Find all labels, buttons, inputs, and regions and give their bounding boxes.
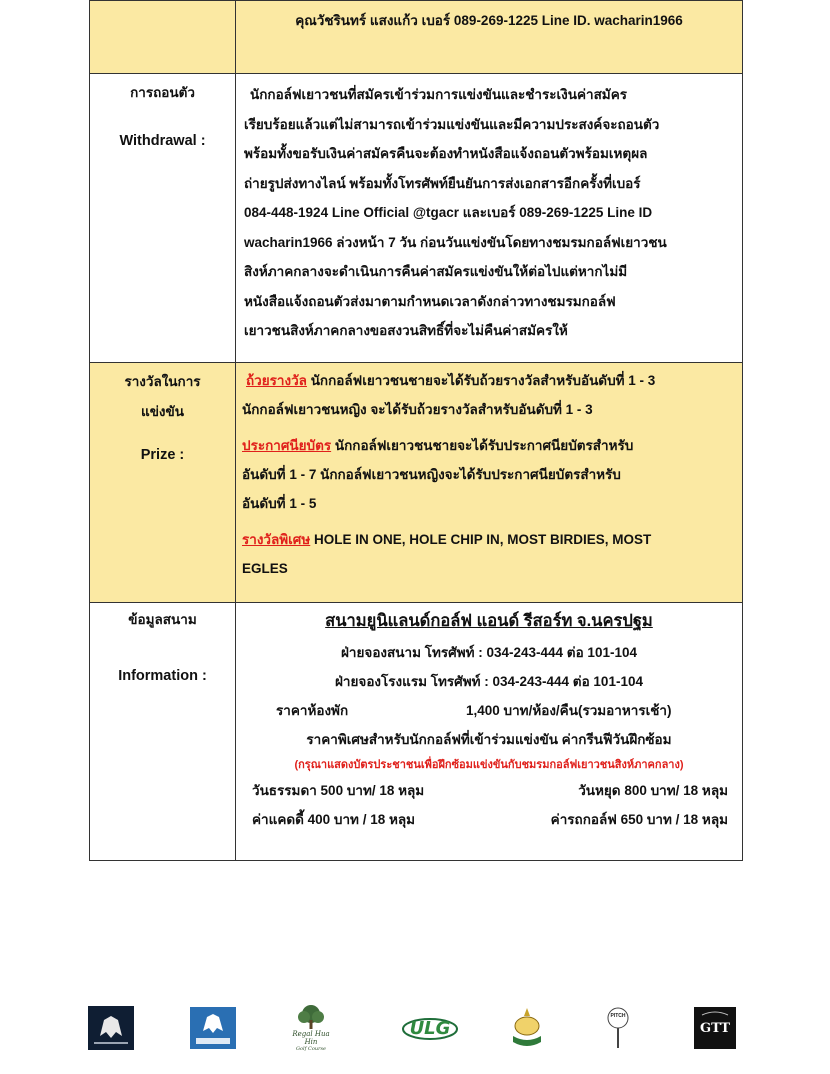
contact-row bbox=[90, 1, 743, 74]
certificate-line-2: อันดับที่ 1 - 7 นักกอล์ฟเยาวชนหญิงจะได้รับประกาศนียบัตรสำหรับ bbox=[242, 467, 621, 482]
withdrawal-line: เรียบร้อยแล้วแต่ไม่สามารถเข้าร่วมแข่งขันและมีความประสงค์จะถอนตัว bbox=[244, 116, 660, 132]
information-label-cell bbox=[90, 603, 236, 861]
withdrawal-label-cell bbox=[90, 74, 236, 363]
withdrawal-line: หนังสือแจ้งถอนตัวส่งมาตามกำหนดเวลาดังกล่าวทางชมรมกอล์ฟ bbox=[244, 293, 616, 309]
special-price-text: ราคาพิเศษสำหรับนักกอล์ฟที่เข้าร่วมแข่งขัน ค่ากรีนฟีวันฝึกซ้อม bbox=[306, 732, 672, 747]
contact-text: คุณวัชรินทร์ แสงแก้ว เบอร์ 089-269-1225 Line ID. wacharin1966 bbox=[236, 1, 743, 74]
singha-water-icon bbox=[190, 1007, 236, 1049]
green-fee-row bbox=[248, 776, 730, 805]
room-price-value: 1,400 บาท/ห้อง/คืน(รวมอาหารเช้า) bbox=[466, 703, 672, 718]
prize-text bbox=[236, 363, 743, 603]
ulg-text: ULG bbox=[409, 1017, 451, 1039]
special-prize-block bbox=[242, 525, 734, 583]
withdrawal-label-th: การถอนตัว bbox=[130, 85, 195, 100]
certificate-block bbox=[242, 431, 734, 518]
room-price-label: ราคาห้องพัก bbox=[276, 703, 349, 718]
hotel-booking-phone: ฝ่ายจองโรงแรม โทรศัพท์ : 034-243-444 ต่อ 101-104 bbox=[335, 674, 643, 689]
holiday-fee: วันหยุด 800 บาท/ 18 หลุม bbox=[578, 783, 728, 798]
id-card-note: (กรุณาแสดงบัตรประชาชนเพื่อฝึกซ้อมแข่งขันกับชมรมกอล์ฟเยาวชนสิงห์ภาคกลาง) bbox=[294, 759, 684, 771]
certificate-line-1: นักกอล์ฟเยาวชนชายจะได้รับประกาศนียบัตรสำหรับ bbox=[331, 438, 634, 453]
prize-row bbox=[90, 363, 743, 603]
information-label-th: ข้อมูลสนาม bbox=[128, 612, 197, 627]
withdrawal-line: เยาวชนสิงห์ภาคกลางขอสงวนสิทธิ์ที่จะไม่คืนค่าสมัครให้ bbox=[244, 323, 568, 338]
withdrawal-line: พร้อมทั้งขอรับเงินค่าสมัครคืนจะต้องทำหนังสือแจ้งถอนตัวพร้อมเหตุผล bbox=[244, 146, 648, 161]
gtt-logo bbox=[693, 1004, 737, 1052]
info-table bbox=[89, 0, 743, 861]
certificate-heading: ประกาศนียบัตร bbox=[242, 438, 332, 453]
information-row bbox=[90, 603, 743, 861]
course-booking-phone: ฝ่ายจองสนาม โทรศัพท์ : 034-243-444 ต่อ 101-104 bbox=[341, 645, 637, 660]
withdrawal-text bbox=[236, 74, 743, 363]
prize-label-th-2: แข่งขัน bbox=[141, 404, 184, 419]
withdrawal-line: สิงห์ภาคกลางจะดำเนินการคืนค่าสมัครแข่งขันให้ต่อไปแต่หากไม่มี bbox=[244, 264, 628, 279]
regal-text-1: Regal Hua Hin bbox=[292, 1030, 330, 1046]
sponsor-logos bbox=[85, 1004, 745, 1056]
singha-lion-icon bbox=[88, 1006, 134, 1050]
caddie-fee: ค่าแคดดี้ 400 บาท / 18 หลุม bbox=[252, 812, 416, 827]
regal-hua-hin-logo bbox=[289, 1004, 333, 1052]
information-label-en: Information : bbox=[118, 668, 207, 684]
prize-label-th-1: รางวัลในการ bbox=[124, 374, 201, 389]
trophy-heading: ถ้วยรางวัล bbox=[246, 373, 307, 388]
withdrawal-line: wacharin1966 ล่วงหน้า 7 วัน ก่อนวันแข่งขันโดยทางชมรมกอล์ฟเยาวชน bbox=[244, 234, 667, 250]
contact-label-cell bbox=[90, 1, 236, 74]
special-prize-heading: รางวัลพิเศษ bbox=[242, 532, 311, 547]
venue-title: สนามยูนิแลนด์กอล์ฟ แอนด์ รีสอร์ท จ.นครปฐม bbox=[325, 612, 653, 630]
gtt-text: GTT bbox=[700, 1020, 730, 1036]
singha-drinking-water-logo bbox=[189, 1004, 237, 1052]
room-price-row bbox=[248, 696, 730, 725]
information-text bbox=[236, 603, 743, 861]
caddie-cart-row bbox=[248, 805, 730, 834]
regal-text-2: Golf Course bbox=[295, 1046, 326, 1052]
withdrawal-line: ถ่ายรูปส่งทางไลน์ พร้อมทั้งโทรศัพท์ยืนยันการส่งเอกสารอีกครั้งที่เบอร์ bbox=[244, 175, 641, 191]
crest-icon bbox=[510, 1006, 544, 1050]
tree-icon bbox=[296, 1004, 326, 1030]
pitch-text: PITCH bbox=[610, 1013, 626, 1019]
certificate-line-3: อันดับที่ 1 - 5 bbox=[242, 496, 317, 511]
withdrawal-line: 084-448-1924 Line Official @tgacr และเบอร์ 089-269-1225 Line ID bbox=[244, 205, 653, 220]
special-prize-line-2: EGLES bbox=[242, 561, 288, 576]
weekday-fee: วันธรรมดา 500 บาท/ 18 หลุม bbox=[252, 783, 425, 798]
trophy-block bbox=[242, 366, 734, 424]
ulg-logo bbox=[400, 1004, 460, 1052]
singha-corporation-logo bbox=[87, 1004, 135, 1052]
withdrawal-label-en: Withdrawal : bbox=[119, 133, 206, 149]
trophy-line-2: นักกอล์ฟเยาวชนหญิง จะได้รับถ้วยรางวัลสำหรับอันดับที่ 1 - 3 bbox=[242, 402, 593, 417]
golf-association-crest-logo bbox=[509, 1004, 545, 1052]
special-prize-line-1: HOLE IN ONE, HOLE CHIP IN, MOST BIRDIES, MOST bbox=[310, 532, 652, 547]
cart-fee: ค่ารถกอล์ฟ 650 บาท / 18 หลุม bbox=[550, 812, 728, 827]
trophy-line-1: นักกอล์ฟเยาวชนชายจะได้รับถ้วยรางวัลสำหรับอันดับที่ 1 - 3 bbox=[306, 373, 656, 388]
withdrawal-row bbox=[90, 74, 743, 363]
prize-label-cell bbox=[90, 363, 236, 603]
withdrawal-line: นักกอล์ฟเยาวชนที่สมัครเข้าร่วมการแข่งขันและชำระเงินค่าสมัคร bbox=[250, 87, 627, 102]
pitch-logo bbox=[603, 1004, 633, 1052]
prize-label-en: Prize : bbox=[140, 447, 185, 463]
